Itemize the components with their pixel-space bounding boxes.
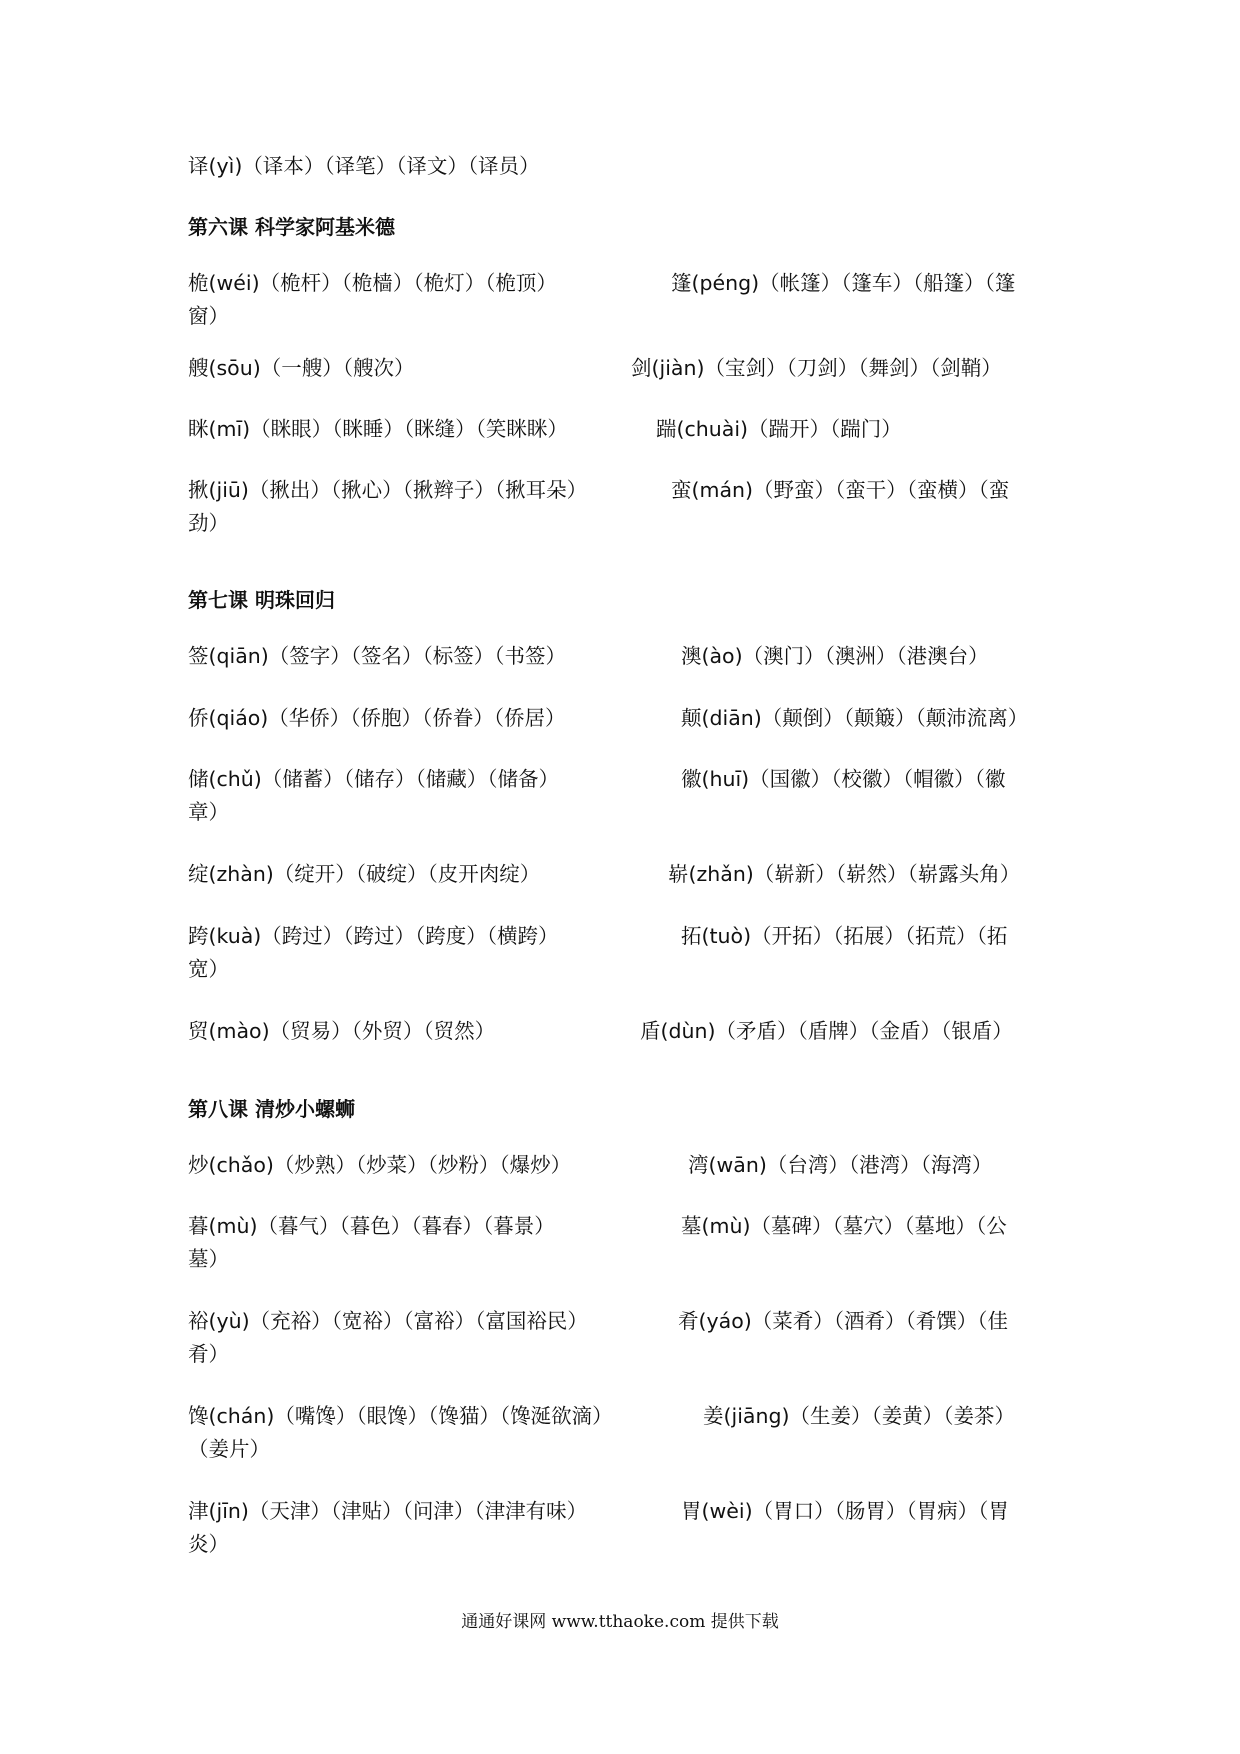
vocab-entry: 篷(péng)（帐篷）（篷车）（船篷）（篷 [671, 271, 1016, 295]
vocab-entry: 徽(huī)（国徽）（校徽）（帽徽）（徽 [681, 767, 1006, 791]
vocab-entry: 揪(jiū)（揪出）（揪心）（揪辫子）（揪耳朵） [188, 478, 588, 502]
vocab-entry: 剑(jiàn)（宝剑）（刀剑）（舞剑）（剑鞘） [631, 356, 1002, 380]
vocab-entry: 侨(qiáo)（华侨）（侨胞）（侨眷）（侨居） [188, 706, 566, 730]
page-footer: 通通好课网 www.tthaoke.com 提供下载 [461, 1612, 779, 1632]
vocab-entry: 炎） [188, 1532, 229, 1556]
vocab-entry: 胃(wèi)（胃口）（肠胃）（胃病）（胃 [681, 1499, 1009, 1523]
vocab-entry: 劲） [188, 511, 229, 535]
vocab-entry: 桅(wéi)（桅杆）（桅樯）（桅灯）（桅顶） [188, 271, 557, 295]
vocab-entry: 裕(yù)（充裕）（宽裕）（富裕）（富国裕民） [188, 1309, 588, 1333]
vocab-entry: 湾(wān)（台湾）（港湾）（海湾） [688, 1153, 993, 1177]
vocab-entry: 炒(chǎo)（炒熟）（炒菜）（炒粉）（爆炒） [188, 1153, 572, 1177]
vocab-entry: 盾(dùn)（矛盾）（盾牌）（金盾）（银盾） [640, 1019, 1013, 1043]
vocab-entry: 宽） [188, 957, 229, 981]
vocab-entry: 译(yì)（译本）（译笔）（译文）（译员） [188, 154, 540, 178]
vocab-entry: 签(qiān)（签字）（签名）（标签）（书签） [188, 644, 567, 668]
vocab-entry: 墓） [188, 1247, 229, 1271]
vocab-entry: 肴） [188, 1342, 229, 1366]
vocab-entry: 艘(sōu)（一艘）（艘次） [188, 356, 415, 380]
vocab-entry: 绽(zhàn)（绽开）（破绽）（皮开肉绽） [188, 862, 541, 886]
vocab-entry: 跨(kuà)（跨过）（跨过）（跨度）（横跨） [188, 924, 559, 948]
vocab-entry: 踹(chuài)（踹开）（踹门） [656, 417, 902, 441]
vocab-entry: 崭(zhǎn)（崭新）（崭然）（崭露头角） [668, 862, 1021, 886]
lesson-heading: 第七课 明珠回归 [188, 588, 335, 612]
vocab-entry: 津(jīn)（天津）（津贴）（问津）（津津有味） [188, 1499, 588, 1523]
vocab-entry: 眯(mī)（眯眼）（眯睡）（眯缝）（笑眯眯） [188, 417, 568, 441]
lesson-heading: 第六课 科学家阿基米德 [188, 215, 395, 239]
lesson-heading: 第八课 清炒小螺蛳 [188, 1097, 355, 1121]
vocab-entry: 墓(mù)（墓碑）（墓穴）（墓地）（公 [681, 1214, 1007, 1238]
vocab-entry: 肴(yáo)（菜肴）（酒肴）（肴馔）（佳 [678, 1309, 1008, 1333]
vocab-entry: 贸(mào)（贸易）（外贸）（贸然） [188, 1019, 496, 1043]
vocab-entry: 馋(chán)（嘴馋）（眼馋）（馋猫）（馋涎欲滴） [188, 1404, 613, 1428]
vocab-entry: 章） [188, 800, 229, 824]
vocab-entry: 颠(diān)（颠倒）（颠簸）（颠沛流离） [681, 706, 1029, 730]
vocab-entry: 窗） [188, 304, 229, 328]
vocab-entry: 暮(mù)（暮气）（暮色）（暮春）（暮景） [188, 1214, 555, 1238]
vocab-entry: 蛮(mán)（野蛮）（蛮干）（蛮横）（蛮 [671, 478, 1010, 502]
vocab-entry: （姜片） [188, 1437, 270, 1461]
vocab-entry: 拓(tuò)（开拓）（拓展）（拓荒）（拓 [681, 924, 1008, 948]
vocab-entry: 澳(ào)（澳门）（澳洲）（港澳台） [681, 644, 989, 668]
vocab-entry: 储(chǔ)（储蓄）（储存）（储藏）（储备） [188, 767, 560, 791]
vocab-entry: 姜(jiāng)（生姜）（姜黄）（姜茶） [703, 1404, 1015, 1428]
